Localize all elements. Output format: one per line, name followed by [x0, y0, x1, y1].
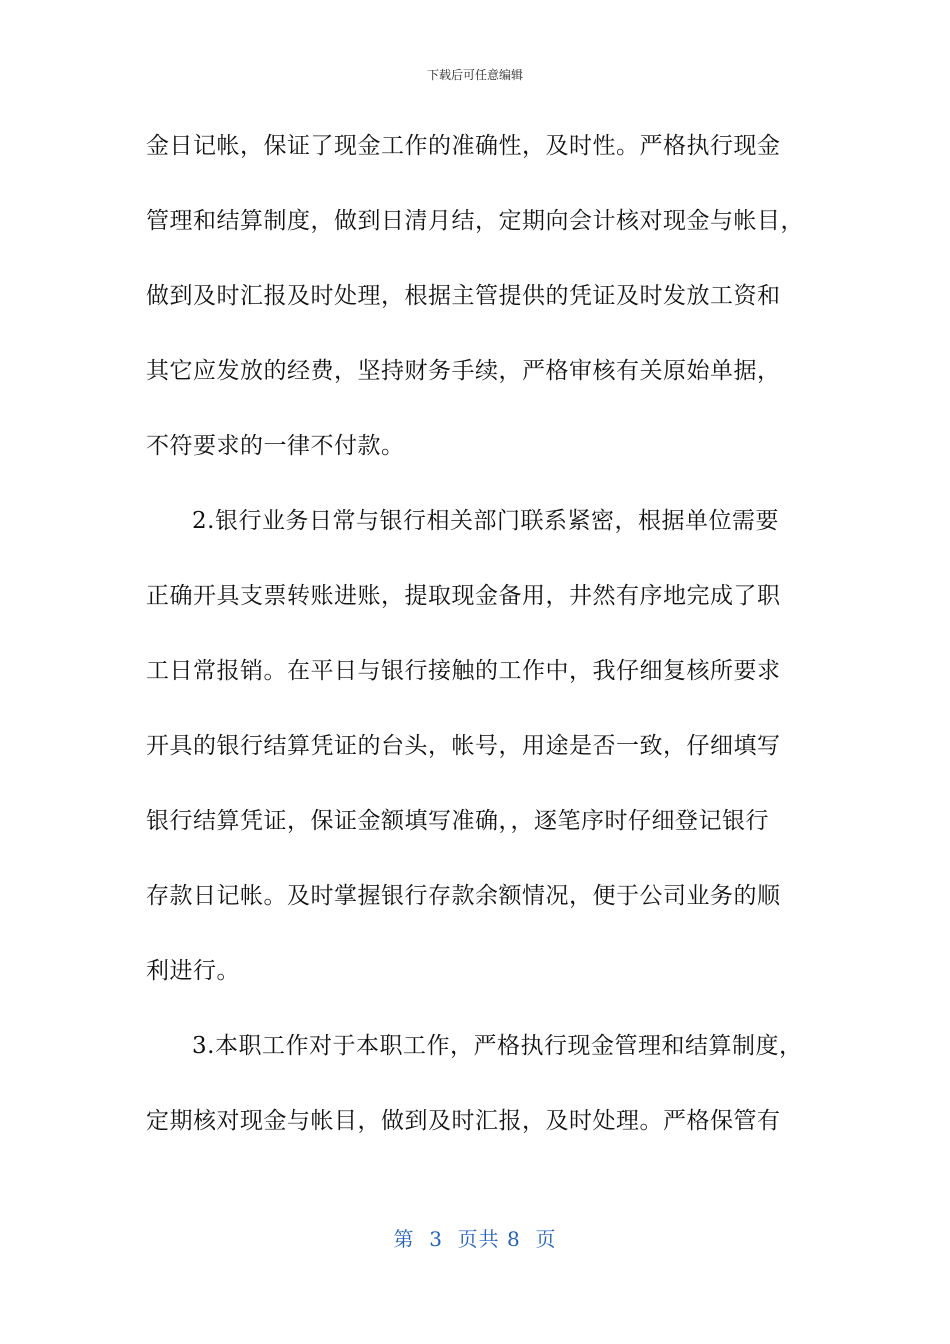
text-line: 其它应发放的经费，坚持财务手续，严格审核有关原始单据， — [146, 358, 781, 384]
text-line: 利进行。 — [146, 958, 240, 984]
text-line: 工日常报销。在平日与银行接触的工作中，我仔细复核所要求 — [146, 658, 781, 684]
text-line: 管理和结算制度，做到日清月结，定期向会计核对现金与帐目， — [146, 208, 804, 234]
text-line: 正确开具支票转账进账，提取现金备用，井然有序地完成了职 — [146, 583, 781, 609]
text-line: 银行结算凭证，保证金额填写准确，，逐笔序时仔细登记银行 — [146, 808, 769, 834]
paragraph-start-line: 2.银行业务日常与银行相关部门联系紧密，根据单位需要 — [192, 508, 779, 534]
page-footer: 第 3 页共 8 页 — [393, 1227, 557, 1251]
text-line: 定期核对现金与帐目，做到及时汇报，及时处理。严格保管有 — [146, 1108, 781, 1134]
text-line: 金日记帐，保证了现金工作的准确性，及时性。严格执行现金 — [146, 133, 781, 159]
text-line: 做到及时汇报及时处理，根据主管提供的凭证及时发放工资和 — [146, 283, 781, 309]
page-header: 下载后可任意编辑 — [426, 68, 523, 82]
document-body — [146, 118, 806, 1168]
text-line: 不符要求的一律不付款。 — [146, 433, 405, 459]
paragraph-start-line: 3.本职工作对于本职工作，严格执行现金管理和结算制度， — [192, 1033, 803, 1059]
text-line: 存款日记帐。及时掌握银行存款余额情况，便于公司业务的顺 — [146, 883, 781, 909]
text-line: 开具的银行结算凭证的台头，帐号，用途是否一致，仔细填写 — [146, 733, 781, 759]
